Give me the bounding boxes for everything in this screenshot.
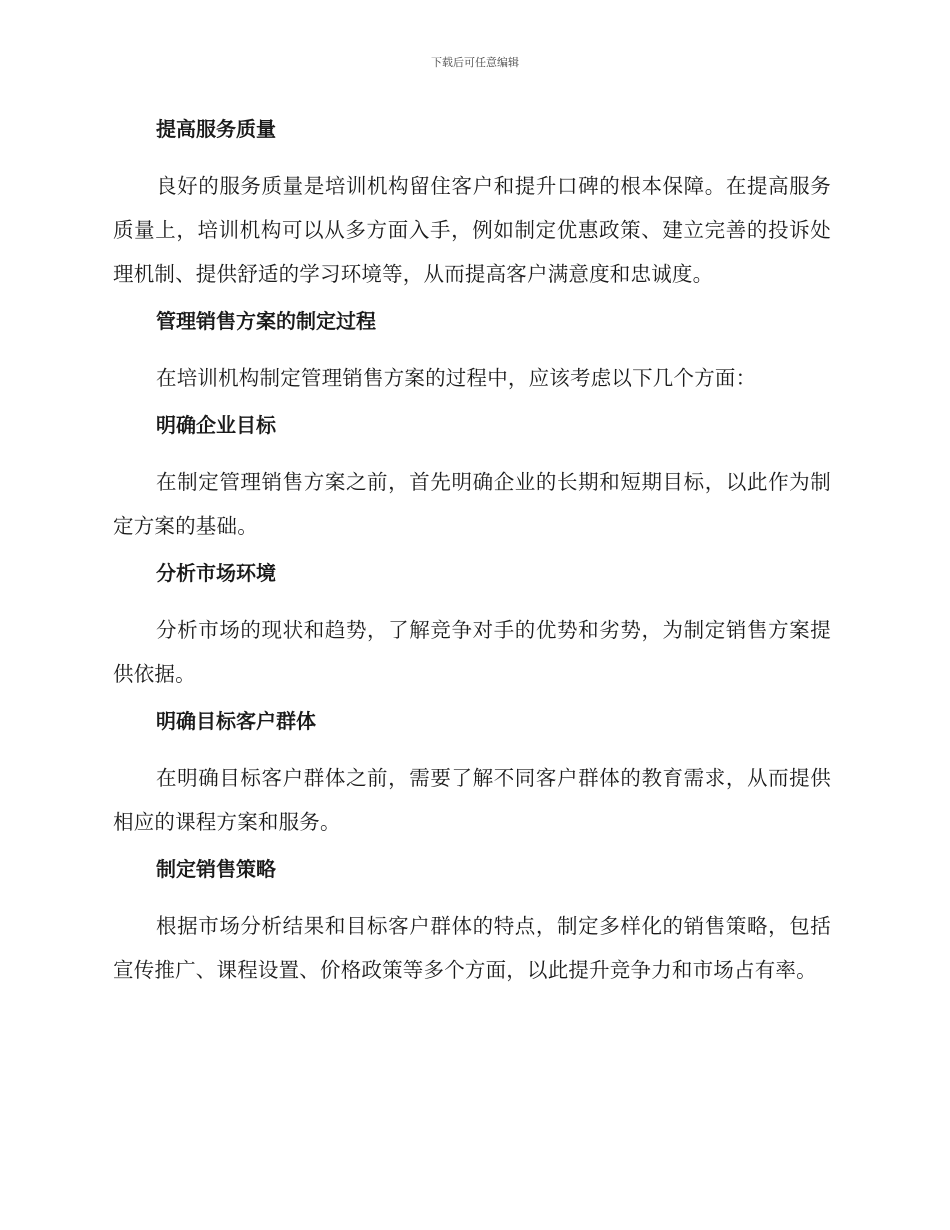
section-paragraph: 根据市场分析结果和目标客户群体的特点，制定多样化的销售策略，包括宣传推广、课程设置、价格政策等多个方面，以此提升竞争力和市场占有率。: [113, 914, 831, 982]
section-paragraph: 在培训机构制定管理销售方案的过程中，应该考虑以下几个方面：: [156, 366, 757, 390]
section-paragraph: 在明确目标客户群体之前，需要了解不同客户群体的教育需求，从而提供相应的课程方案和服务。: [113, 766, 831, 834]
section-paragraph: 分析市场的现状和趋势，了解竞争对手的优势和劣势，为制定销售方案提供依据。: [113, 618, 831, 686]
section-heading: 制定销售策略: [156, 857, 276, 881]
document-body: [113, 112, 831, 1000]
section-heading: 明确企业目标: [156, 413, 276, 437]
page-header-note: 下载后可任意编辑: [431, 56, 519, 69]
section-paragraph: 在制定管理销售方案之前，首先明确企业的长期和短期目标，以此作为制定方案的基础。: [113, 470, 831, 538]
section-heading: 分析市场环境: [156, 561, 276, 585]
section-heading: 提高服务质量: [156, 117, 276, 141]
section-heading: 管理销售方案的制定过程: [156, 309, 376, 333]
section-heading: 明确目标客户群体: [156, 709, 316, 733]
section-paragraph: 良好的服务质量是培训机构留住客户和提升口碑的根本保障。在提高服务质量上，培训机构可以从多方面入手，例如制定优惠政策、建立完善的投诉处理机制、提供舒适的学习环境等，从而提高客户满意度和忠诚度。: [113, 174, 831, 286]
